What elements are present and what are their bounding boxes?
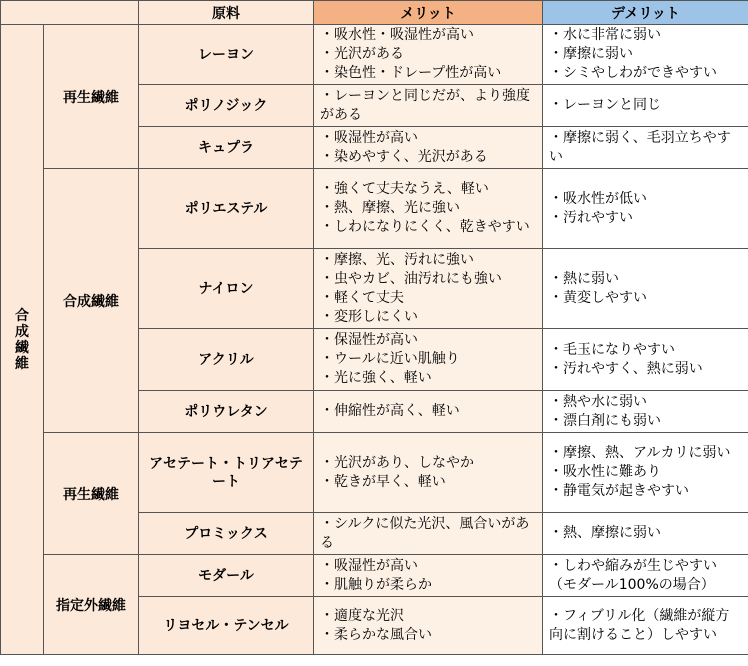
table-row — [1, 169, 748, 249]
merit-item: ・伸縮性が高く、軽い — [320, 403, 460, 419]
material-cell: アクリル — [139, 329, 314, 391]
table-row — [1, 555, 748, 597]
table-row — [1, 25, 748, 85]
demerit-item: ・黄変しやすい — [549, 289, 647, 306]
demerit-cell — [543, 127, 748, 169]
demerit-item: ・漂白剤にも弱い — [549, 412, 661, 429]
demerit-item: ・熱に弱い — [549, 270, 619, 287]
demerit-cell — [543, 169, 748, 249]
demerit-cell — [543, 25, 748, 85]
demerit-item: ・汚れやすい — [549, 209, 633, 226]
merit-item: ・しわになりにくく、乾きやすい — [320, 219, 530, 235]
merit-cell — [314, 329, 543, 391]
merit-item: ・ウールに近い肌触り — [320, 351, 460, 367]
category-cell — [1, 25, 44, 655]
demerit-cell — [543, 555, 748, 597]
merit-item: ・光に強く、軽い — [320, 370, 432, 386]
material-cell: レーヨン — [139, 25, 314, 85]
demerit-item: ・水に非常に弱い — [549, 27, 661, 43]
merit-item: ・熱、摩擦、光に強い — [320, 200, 460, 216]
merit-cell — [314, 169, 543, 249]
merit-cell — [314, 513, 543, 555]
group-cell: 再生繊維 — [44, 25, 139, 169]
header-merit: メリット — [314, 1, 543, 25]
demerit-item: ・シミやしわができやすい — [549, 65, 717, 81]
header-demerit: デメリット — [543, 1, 748, 25]
merit-item: ・レーヨンと同じだが、より強度がある — [320, 87, 530, 123]
demerit-item: ・吸水性に難あり — [549, 464, 661, 480]
merit-item: ・変形しにくい — [320, 308, 418, 325]
demerit-item: ・熱、摩擦に弱い — [549, 525, 661, 541]
demerit-item: ・レーヨンと同じ — [549, 97, 661, 113]
merit-item: ・染めやすく、光沢がある — [320, 148, 488, 165]
demerit-item: ・静電気が起きやすい — [549, 483, 689, 499]
material-cell: リヨセル・テンセル — [139, 597, 314, 655]
demerit-cell — [543, 513, 748, 555]
material-cell: ポリウレタン — [139, 391, 314, 433]
merit-item: ・摩擦、光、汚れに強い — [320, 251, 474, 268]
demerit-item: ・毛玉になりやすい — [549, 341, 675, 358]
material-cell: ポリエステル — [139, 169, 314, 249]
merit-item: ・強くて丈夫なうえ、軽い — [320, 181, 489, 197]
merit-cell — [314, 25, 543, 85]
demerit-item: ・汚れやすく、熱に弱い — [549, 360, 703, 377]
material-cell: キュプラ — [139, 127, 314, 169]
merit-item: ・シルクに似た光沢、風合いがある — [320, 515, 530, 551]
table-row — [1, 433, 748, 513]
demerit-item: ・熱や水に弱い — [549, 393, 647, 410]
group-cell: 再生繊維 — [44, 433, 139, 555]
merit-cell — [314, 391, 543, 433]
merit-item: ・適度な光沢 — [320, 607, 404, 624]
merit-cell — [314, 555, 543, 597]
demerit-item: ・摩擦、熱、アルカリに弱い — [549, 445, 731, 461]
merit-cell — [314, 249, 543, 329]
merit-cell — [314, 85, 543, 127]
merit-item: ・軽くて丈夫 — [320, 289, 404, 306]
demerit-cell — [543, 433, 748, 513]
demerit-cell — [543, 85, 748, 127]
merit-item: ・吸湿性が高い — [320, 557, 418, 574]
demerit-item: ・しわや縮みが生じやすい — [549, 557, 717, 574]
merit-item: ・吸湿性が高い — [320, 129, 418, 146]
demerit-item: （モダール100%の場合） — [549, 576, 715, 593]
merit-item: ・乾きが早く、軽い — [320, 473, 446, 490]
demerit-item: ・吸水性が低い — [549, 190, 647, 207]
merit-item: ・肌触りが柔らか — [320, 576, 432, 593]
merit-item: ・保湿性が高い — [320, 332, 418, 348]
demerit-cell — [543, 329, 748, 391]
material-cell: ポリノジック — [139, 85, 314, 127]
demerit-item: ・摩擦に弱い — [549, 46, 633, 62]
merit-item: ・柔らかな風合い — [320, 626, 432, 643]
material-cell: モダール — [139, 555, 314, 597]
demerit-cell — [543, 597, 748, 655]
merit-item: ・光沢があり、しなやか — [320, 454, 474, 471]
table-body — [1, 25, 748, 655]
header-blank-cell — [1, 1, 139, 25]
merit-item: ・染色性・ドレープ性が高い — [320, 65, 502, 81]
merit-item: ・虫やカビ、油汚れにも強い — [320, 270, 502, 287]
material-cell: プロミックス — [139, 513, 314, 555]
category-label: 合成繊維 — [15, 307, 29, 372]
merit-item: ・吸水性・吸湿性が高い — [320, 27, 474, 43]
merit-cell — [314, 127, 543, 169]
material-cell: アセテート・トリアセテート — [139, 433, 314, 513]
demerit-cell — [543, 391, 748, 433]
material-cell: ナイロン — [139, 249, 314, 329]
demerit-item: ・フィブリル化（繊維が縦方向に割けること）しやすい — [549, 607, 730, 643]
merit-cell — [314, 597, 543, 655]
merit-cell — [314, 433, 543, 513]
table-header-row — [1, 1, 748, 25]
demerit-item: ・摩擦に弱く、毛羽立ちやすい — [549, 129, 731, 165]
demerit-cell — [543, 249, 748, 329]
merit-item: ・光沢がある — [320, 46, 404, 62]
group-cell: 指定外繊維 — [44, 555, 139, 655]
header-material: 原料 — [139, 1, 314, 25]
group-cell: 合成繊維 — [44, 169, 139, 433]
